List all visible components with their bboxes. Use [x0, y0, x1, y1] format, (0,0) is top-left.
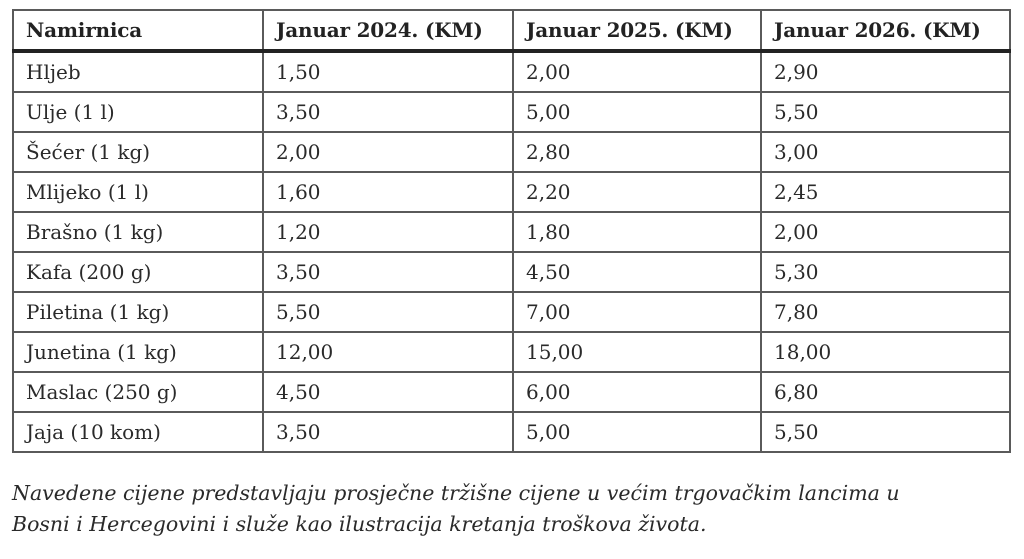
cell-item: Ulje (1 l): [13, 92, 263, 132]
cell-price-2024: 2,00: [263, 132, 513, 172]
cell-price-2024: 1,20: [263, 212, 513, 252]
table-row: [13, 172, 1010, 212]
cell-price-2024: 4,50: [263, 372, 513, 412]
cell-price-2025: 1,80: [513, 212, 761, 252]
cell-price-2024: 1,60: [263, 172, 513, 212]
cell-item: Maslac (250 g): [13, 372, 263, 412]
cell-price-2026: 2,90: [761, 51, 1010, 92]
cell-price-2025: 4,50: [513, 252, 761, 292]
table-caption: [12, 478, 1012, 540]
cell-price-2024: 3,50: [263, 92, 513, 132]
header-januar-2026: Januar 2026. (KM): [761, 10, 1010, 51]
cell-price-2026: 5,30: [761, 252, 1010, 292]
table-row: [13, 51, 1010, 92]
cell-price-2025: 6,00: [513, 372, 761, 412]
cell-price-2025: 5,00: [513, 412, 761, 452]
table-row: [13, 212, 1010, 252]
table-row: [13, 372, 1010, 412]
cell-price-2025: 7,00: [513, 292, 761, 332]
table-row: [13, 332, 1010, 372]
table-row: [13, 412, 1010, 452]
cell-price-2026: 2,00: [761, 212, 1010, 252]
cell-item: Hljeb: [13, 51, 263, 92]
cell-price-2025: 2,20: [513, 172, 761, 212]
cell-price-2026: 3,00: [761, 132, 1010, 172]
cell-price-2025: 5,00: [513, 92, 761, 132]
cell-item: Kafa (200 g): [13, 252, 263, 292]
header-januar-2024: Januar 2024. (KM): [263, 10, 513, 51]
cell-price-2025: 15,00: [513, 332, 761, 372]
caption-line-2: Bosni i Hercegovini i služe kao ilustracija kretanja troškova života.: [12, 512, 707, 536]
cell-price-2026: 5,50: [761, 412, 1010, 452]
table-row: [13, 92, 1010, 132]
price-comparison-table: [12, 9, 1011, 453]
cell-price-2024: 5,50: [263, 292, 513, 332]
cell-item: Šećer (1 kg): [13, 132, 263, 172]
cell-item: Junetina (1 kg): [13, 332, 263, 372]
cell-price-2026: 6,80: [761, 372, 1010, 412]
cell-item: Brašno (1 kg): [13, 212, 263, 252]
table-row: [13, 252, 1010, 292]
header-januar-2025: Januar 2025. (KM): [513, 10, 761, 51]
table-row: [13, 292, 1010, 332]
cell-price-2026: 5,50: [761, 92, 1010, 132]
cell-price-2024: 3,50: [263, 412, 513, 452]
cell-price-2026: 2,45: [761, 172, 1010, 212]
cell-item: Jaja (10 kom): [13, 412, 263, 452]
cell-price-2024: 3,50: [263, 252, 513, 292]
caption-line-1: Navedene cijene predstavljaju prosječne tržišne cijene u većim trgovačkim lancima u: [12, 481, 900, 505]
cell-price-2025: 2,00: [513, 51, 761, 92]
cell-price-2024: 12,00: [263, 332, 513, 372]
cell-price-2026: 7,80: [761, 292, 1010, 332]
cell-price-2026: 18,00: [761, 332, 1010, 372]
table-header-row: [13, 10, 1010, 51]
header-namirnica: Namirnica: [13, 10, 263, 51]
table-row: [13, 132, 1010, 172]
cell-price-2024: 1,50: [263, 51, 513, 92]
cell-item: Mlijeko (1 l): [13, 172, 263, 212]
cell-item: Piletina (1 kg): [13, 292, 263, 332]
cell-price-2025: 2,80: [513, 132, 761, 172]
